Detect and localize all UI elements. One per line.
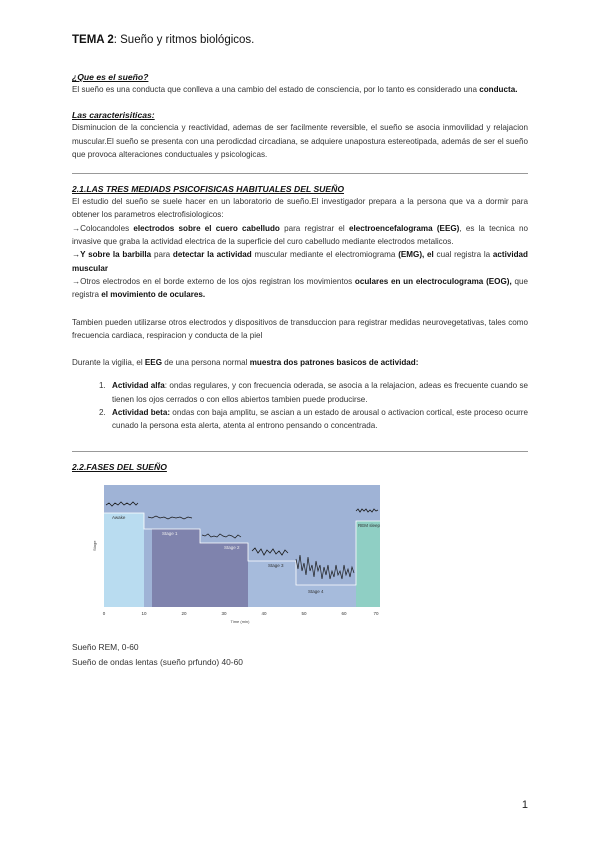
y-axis-label: Stage [92, 540, 97, 551]
paragraph-definition: El sueño es una conducta que conlleva a una cambio del estado de consciencia, por lo tanto es considerado una conducta. [72, 85, 518, 94]
tick-0: 0 [102, 610, 106, 616]
rem-block [356, 521, 380, 607]
divider [72, 451, 528, 452]
document-title: TEMA 2: Sueño y ritmos biológicos. [72, 34, 255, 46]
document-page [72, 34, 528, 669]
list-item-beta: 2. Actividad beta: ondas con baja amplitu, se ascian a un estado de arousal o activacion cortical, este proceso ocurre cunado la persona esta alerta, atenta al entrono pensando o concentrada. [108, 406, 528, 433]
x-axis-label: Time (min) [230, 618, 250, 624]
sleep-stages-diagram [90, 481, 382, 629]
paragraph-vigilia: Durante la vigilia, el EEG de una persona normal muestra dos patrones basicos de actividad: [72, 358, 419, 368]
tick-70: 70 [373, 610, 379, 616]
page-number: 1 [521, 799, 528, 811]
x-axis-ticks [103, 611, 379, 616]
label-rem: REM sleep [358, 522, 381, 528]
paragraph-otros-electrodos: Tambien pueden utilizarse otros electrodos y dispositivos de transduccion para registrar medidas neurovegetativas, tales como frecuencia cardiaca, respiracion y conducta de la piel [72, 317, 528, 340]
awake-block [104, 513, 144, 607]
activity-list [72, 379, 528, 432]
tick-30: 30 [221, 610, 227, 616]
paragraph-estudio: El estudio del sueño se suele hacer en un laboratorio de sueño.El investigador prepara a la persona que va a dormir para obtener los parametros electrofisiologicos: [72, 197, 528, 220]
label-stage4: Stage 4 [308, 588, 324, 594]
list-item-alfa: 1. Actividad alfa: ondas regulares, y con frecuencia oderada, se asocia a la relajacion, adeas es frecuente cuando se tienen los ojos cerrados o con ellos abiertos tambien puede producirse. [108, 379, 528, 406]
tick-20: 20 [181, 610, 187, 616]
label-awake: Awake [112, 514, 126, 520]
heading-caracteristicas: Las caracterisiticas: [72, 110, 155, 121]
stage1-block [152, 529, 200, 607]
paragraph-eog: →Otros electrodos en el borde externo de los ojos registran los movimientos oculares en un electroculograma (EOG), que registra el movimiento de oculares. [72, 276, 528, 300]
caption-ondas-lentas: Sueño de ondas lentas (sueño prfundo) 40-60 [72, 656, 243, 667]
heading-medidas-psicofisicas: 2.1.LAS TRES MEDIADS PSICOFISICAS HABITUALES DEL SUEÑO [72, 184, 345, 195]
stage2-block [200, 543, 248, 607]
caption-rem: Sueño REM, 0-60 [72, 641, 139, 652]
heading-fases-sueno: 2.2.FASES DEL SUEÑO [72, 461, 167, 472]
tick-60: 60 [341, 610, 347, 616]
stage4-block [296, 585, 356, 607]
label-stage1: Stage 1 [162, 530, 178, 536]
paragraph-caracteristicas: Disminucion de la conciencia y reactividad, ademas de ser facilmente reversible, el sueño se asocia inmovilidad y relajacion muscular.El sueño se presenta con una perodicdad circadiana, se adquiere unapostura estereotipada, además de ser el sueño que provoca alteraciones conductuales y psicologicas. [72, 123, 528, 159]
tick-50: 50 [301, 610, 307, 616]
label-stage3: Stage 3 [268, 562, 284, 568]
paragraph-eeg: →Colocandoles electrodos sobre el cuero cabelludo para registrar el electroencefalograma (EEG), es la tecnica no invasive que graba la actividad electrica de la superficie del curo cabelludo mediante electrodos metalicos. [72, 223, 529, 247]
sleep-stages-figure [90, 481, 382, 629]
paragraph-emg: →Y sobre la barbilla para detectar la actividad muscular mediante el electromiograma (EMG), el cual registra la actividad muscular [72, 250, 528, 273]
tick-40: 40 [261, 610, 267, 616]
heading-que-es-sueno: ¿Que es el sueño? [72, 72, 149, 82]
tick-10: 10 [141, 610, 147, 616]
label-stage2: Stage 2 [224, 544, 240, 550]
divider [72, 173, 528, 174]
